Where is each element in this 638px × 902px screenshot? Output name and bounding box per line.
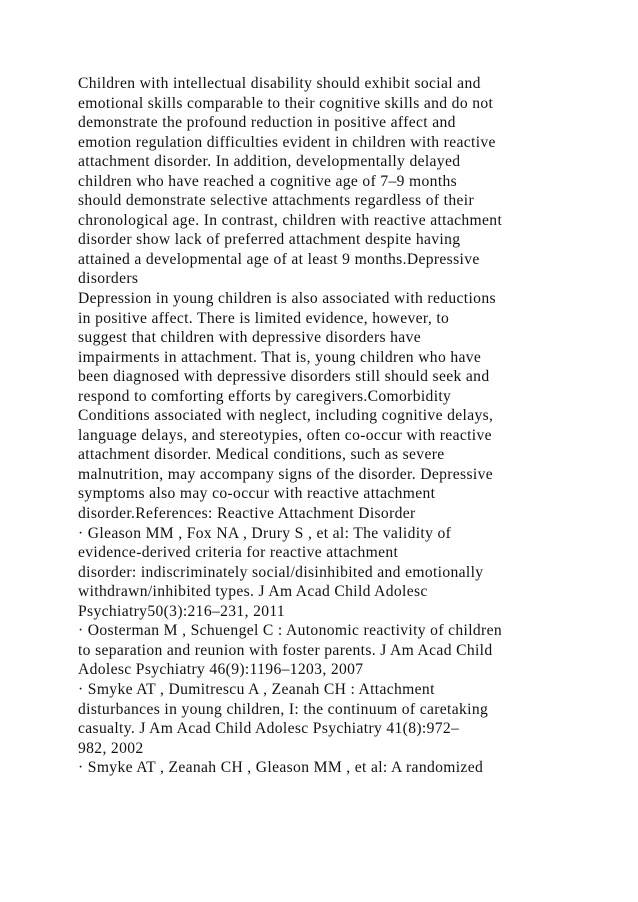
reference-line: evidence-derived criteria for reactive attachment [78,544,399,562]
reference-line: · Gleason MM , Fox NA , Drury S , et al: The validity of [78,524,452,542]
reference-line: disturbances in young children, I: the continuum of caretaking [78,700,489,718]
reference-line: disorder: indiscriminately social/disinhibited and emotionally [78,563,484,581]
text-line: disorders [78,270,139,288]
text-line: Conditions associated with neglect, including cognitive delays, [78,407,494,425]
reference-line: Adolesc Psychiatry 46(9):1196–1203, 2007 [78,661,364,679]
text-line: in positive affect. There is limited evidence, however, to [78,309,450,327]
text-line: disorder.References: Reactive Attachment Disorder [78,505,416,523]
text-line: emotional skills comparable to their cognitive skills and do not [78,94,494,112]
reference-line: · Oosterman M , Schuengel C : Autonomic reactivity of children [78,622,503,640]
text-line: suggest that children with depressive disorders have [78,329,421,347]
text-line: been diagnosed with depressive disorders still should seek and [78,368,490,386]
reference-line: Psychiatry50(3):216–231, 2011 [78,602,286,620]
text-line: impairments in attachment. That is, young children who have [78,348,482,366]
text-line: emotion regulation difficulties evident in children with reactive [78,133,496,151]
text-line: Children with intellectual disability should exhibit social and [78,75,481,92]
reference-line: casualty. J Am Acad Child Adolesc Psychiatry 41(8):972– [78,720,460,738]
text-line: respond to comforting efforts by caregivers.Comorbidity [78,387,452,405]
reference-line: withdrawn/inhibited types. J Am Acad Child Adolesc [78,583,428,601]
text-line: should demonstrate selective attachments regardless of their [78,192,474,210]
text-line: children who have reached a cognitive age of 7–9 months [78,172,458,190]
text-line: demonstrate the profound reduction in positive affect and [78,114,456,132]
text-line: attachment disorder. Medical conditions, such as severe [78,446,445,464]
text-line: disorder show lack of preferred attachment despite having [78,231,461,249]
text-line: language delays, and stereotypies, often co-occur with reactive [78,426,492,444]
text-line: malnutrition, may accompany signs of the disorder. Depressive [78,465,493,483]
text-line: symptoms also may co-occur with reactive attachment [78,485,436,503]
reference-line: · Smyke AT , Zeanah CH , Gleason MM , et al: A randomized [78,759,484,777]
document-body-text [78,74,578,778]
text-line: Depression in young children is also associated with reductions [78,290,496,308]
reference-line: to separation and reunion with foster parents. J Am Acad Child [78,641,493,659]
text-line: attachment disorder. In addition, developmentally delayed [78,153,461,171]
text-line: attained a developmental age of at least 9 months.Depressive [78,250,480,268]
reference-line: 982, 2002 [78,739,144,757]
text-line: chronological age. In contrast, children with reactive attachment [78,211,503,229]
reference-line: · Smyke AT , Dumitrescu A , Zeanah CH : Attachment [78,680,435,698]
